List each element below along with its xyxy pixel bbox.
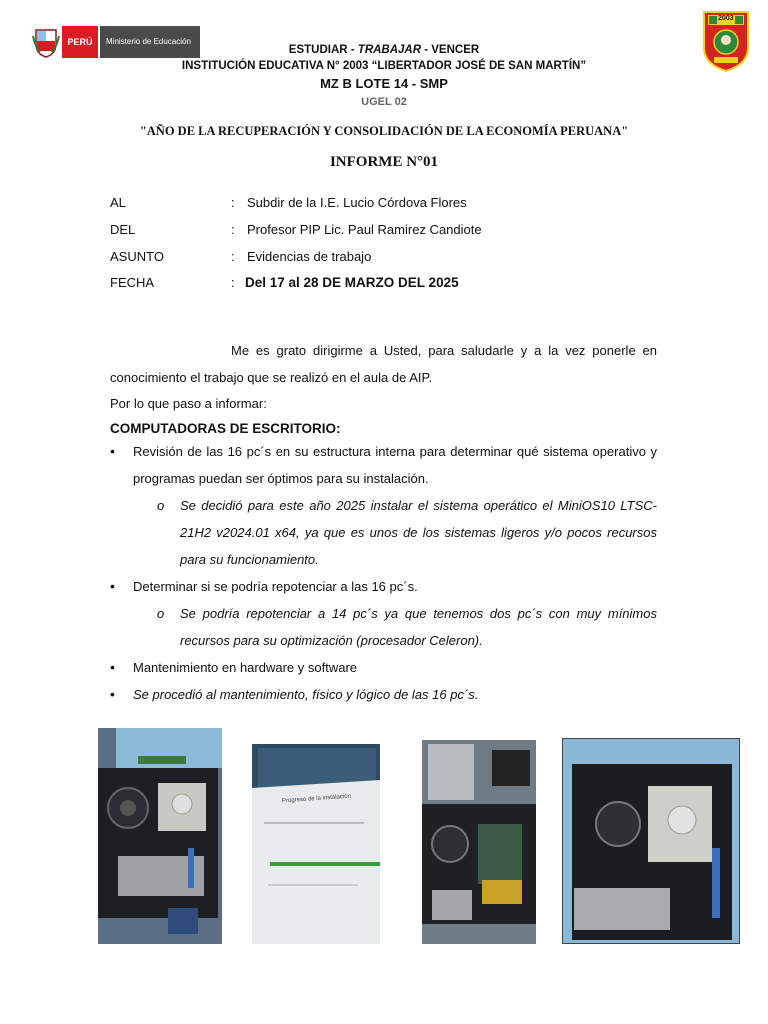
section-title: COMPUTADORAS DE ESCRITORIO: <box>110 421 341 436</box>
list-item <box>110 573 657 600</box>
slogan-part-3: - VENCER <box>421 44 480 56</box>
list-item <box>110 654 657 681</box>
meta-label: DEL <box>110 222 136 237</box>
installation-progress-label: Progreso de la instalación <box>281 793 352 805</box>
school-address: MZ B LOTE 14 - SMP <box>320 76 448 91</box>
intro-paragraph: Me es grato dirigirme a Usted, para saludarle y a la vez ponerle en conocimiento el trabajo que se realizó en el aula de AIP. <box>110 343 657 385</box>
school-name: INSTITUCIÓN EDUCATIVA N° 2003 “LIBERTADOR JOSÉ DE SAN MARTÍN” <box>181 60 587 72</box>
task-list <box>110 438 657 708</box>
sub-item-text: Se podría repotenciar a 14 pc´s ya que tenemos dos pc´s con muy mínimos recursos para su optimización (procesador Celeron). <box>180 606 657 648</box>
meta-value: Evidencias de trabajo <box>247 249 372 264</box>
meta-label: FECHA <box>110 275 155 290</box>
meta-colon: : <box>231 195 235 210</box>
meta-colon: : <box>231 275 235 290</box>
bullet-marker: • <box>110 443 115 459</box>
list-item-text: Mantenimiento en hardware y software <box>133 660 358 675</box>
meta-value: Subdir de la I.E. Lucio Córdova Flores <box>247 195 467 210</box>
meta-colon: : <box>231 249 235 264</box>
lead-paragraph: Por lo que paso a informar: <box>110 396 267 411</box>
photo-pc-internals-1 <box>98 728 222 944</box>
list-item-text: Revisión de las 16 pc´s en su estructura interna para determinar qué sistema operativo y programas puedan ser óptimos para su instalación. <box>133 444 657 486</box>
header-slogan <box>0 44 768 56</box>
peru-logo-label: PERÚ <box>62 26 98 58</box>
list-item <box>110 438 657 492</box>
bullet-marker: • <box>110 578 115 594</box>
report-title: INFORME N°01 <box>329 154 439 170</box>
bullet-marker: • <box>110 686 115 702</box>
sub-bullet-marker: o <box>157 606 165 621</box>
meta-value: Del 17 al 28 DE MARZO DEL 2025 <box>245 275 459 290</box>
ministry-logo-label: Ministerio de Educación <box>100 26 200 58</box>
sub-bullet-marker: o <box>157 498 165 513</box>
photo-pc-internals-2 <box>422 740 536 944</box>
year-motto: "AÑO DE LA RECUPERACIÓN Y CONSOLIDACIÓN DE LA ECONOMÍA PERUANA" <box>139 124 629 138</box>
sub-list-item <box>110 600 657 654</box>
sub-list-item <box>110 492 657 573</box>
sub-item-text: Se decidió para este año 2025 instalar el sistema operático el MiniOS10 LTSC-21H2 v2024.01 x64, ya que es unos de los sistemas ligeros y/o pocos recursos para su funcionamiento. <box>180 498 657 567</box>
photo-pc-internals-3 <box>562 738 740 944</box>
photo-installation-screen <box>252 744 380 944</box>
ugel-label: UGEL 02 <box>361 96 407 108</box>
meta-label: AL <box>110 195 126 210</box>
slogan-part-1: ESTUDIAR - <box>288 44 358 56</box>
bullet-marker: • <box>110 659 115 675</box>
meta-label: ASUNTO <box>110 249 164 264</box>
meta-value: Profesor PIP Lic. Paul Ramirez Candiote <box>247 222 482 237</box>
list-item-text: Se procedió al mantenimiento, físico y lógico de las 16 pc´s. <box>133 687 479 702</box>
list-item <box>110 681 657 708</box>
slogan-part-2: TRABAJAR <box>357 44 422 56</box>
list-item-text: Determinar si se podría repotenciar a las 16 pc´s. <box>133 579 418 594</box>
meta-colon: : <box>231 222 235 237</box>
school-badge-number: 2003 <box>718 15 734 22</box>
